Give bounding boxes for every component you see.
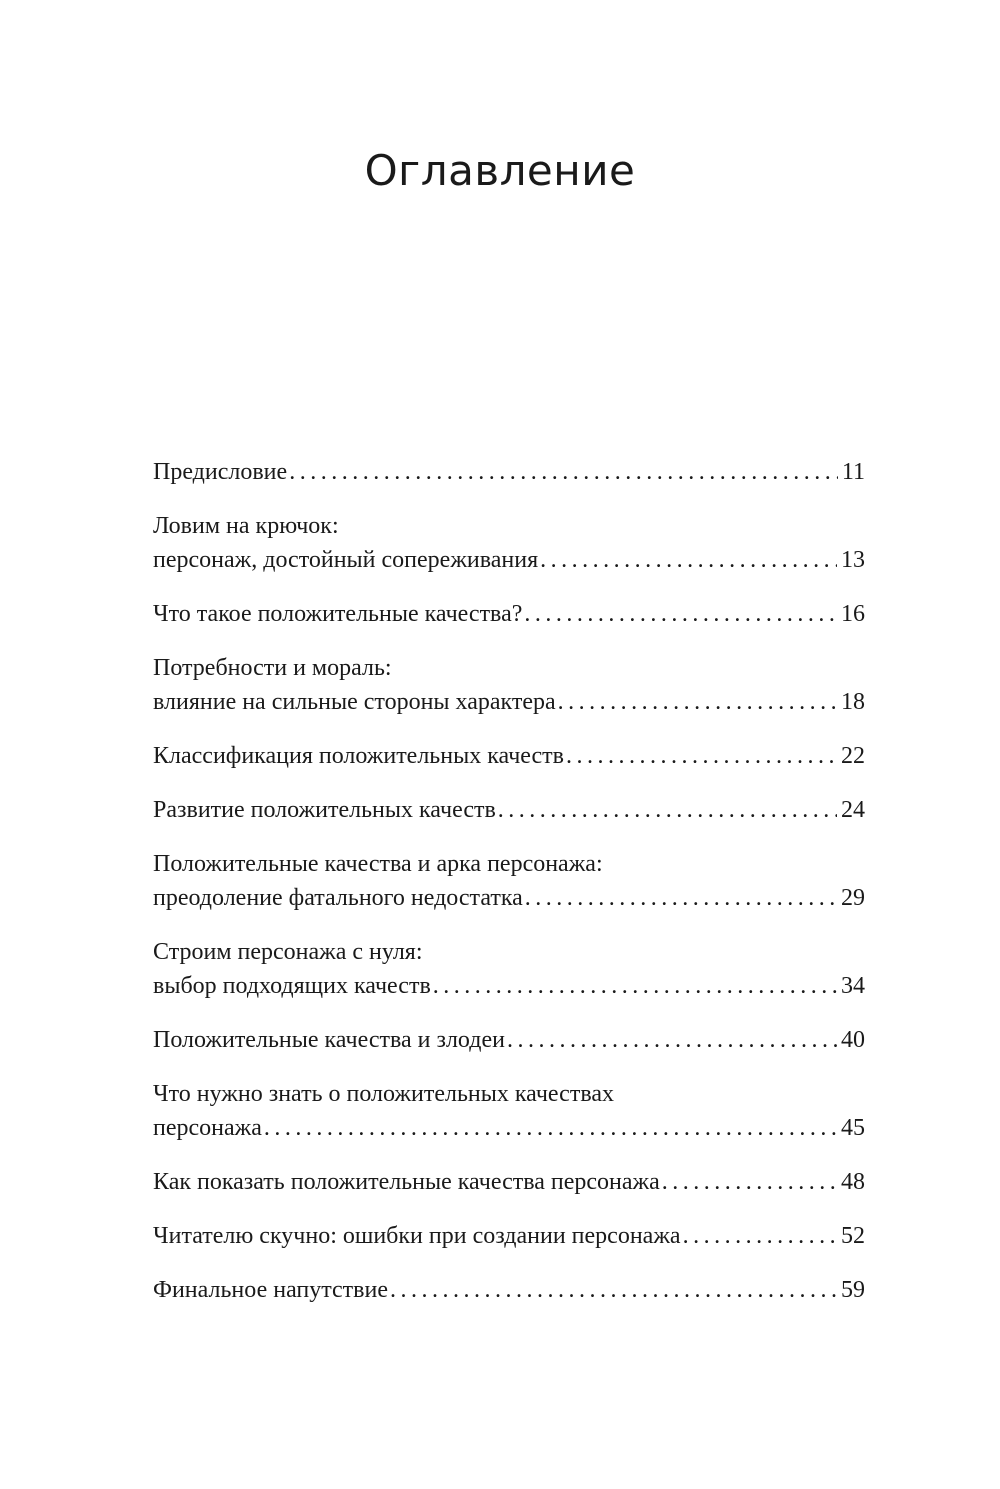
toc-entry-last-line [153,1219,865,1253]
dot-leader [507,1023,837,1057]
dot-leader [525,881,837,915]
toc-entry-title-line: Ловим на крючок: [153,513,339,539]
toc-entry[interactable] [153,793,865,827]
toc-entry-last-line [153,455,865,489]
toc-page-number: 52 [841,1223,865,1249]
table-of-contents [153,455,865,1327]
toc-entry-title: выбор подходящих качеств [153,973,431,999]
dot-leader [566,739,837,773]
toc-page-number: 13 [841,547,865,573]
toc-entry[interactable] [153,847,865,915]
toc-entry-last-line [153,969,865,1003]
toc-entry-title: персонаж, достойный сопереживания [153,547,539,573]
toc-entry-last-line [153,685,865,719]
toc-entry-last-line [153,739,865,773]
toc-entry-last-line [153,881,865,915]
toc-entry-last-line [153,1111,865,1145]
toc-page-number: 34 [841,973,865,999]
toc-entry-title: персонажа [153,1115,262,1141]
toc-page-number: 29 [841,885,865,911]
toc-entry[interactable] [153,1219,865,1253]
toc-entry-title: Развитие положительных качеств [153,797,496,823]
toc-entry[interactable] [153,935,865,1003]
toc-entry[interactable] [153,1077,865,1145]
toc-entry-title: Что такое положительные качества? [153,601,523,627]
toc-entry-title: преодоление фатального недостатка [153,885,523,911]
toc-entry[interactable] [153,651,865,719]
toc-page-number: 24 [841,797,865,823]
toc-entry-last-line [153,1165,865,1199]
toc-entry-title-line: Потребности и мораль: [153,655,392,681]
toc-entry-last-line [153,597,865,631]
toc-page-number: 45 [841,1115,865,1141]
toc-entry-title: Финальное напутствие [153,1277,388,1303]
dot-leader [540,543,837,577]
toc-entry-title: Классификация положительных качеств [153,743,564,769]
dot-leader [264,1111,837,1145]
toc-entry-title: влияние на сильные стороны характера [153,689,556,715]
toc-entry[interactable] [153,455,865,489]
toc-entry[interactable] [153,509,865,577]
dot-leader [433,969,837,1003]
toc-entry-last-line [153,1023,865,1057]
toc-page-number: 16 [841,601,865,627]
dot-leader [524,597,837,631]
toc-page-number: 22 [841,743,865,769]
toc-page-number: 11 [841,459,865,485]
toc-entry[interactable] [153,1273,865,1307]
dot-leader [683,1219,837,1253]
toc-entry[interactable] [153,1165,865,1199]
toc-entry-title-line: Что нужно знать о положительных качествах [153,1081,614,1107]
toc-page-number: 40 [841,1027,865,1053]
toc-page-number: 48 [841,1169,865,1195]
toc-entry-title-line: Строим персонажа с нуля: [153,939,423,965]
dot-leader [289,455,838,489]
toc-entry[interactable] [153,739,865,773]
toc-entry[interactable] [153,597,865,631]
toc-entry-last-line [153,1273,865,1307]
dot-leader [662,1165,837,1199]
toc-entry-last-line [153,793,865,827]
toc-page-number: 18 [841,689,865,715]
toc-entry-title-line: Положительные качества и арка персонажа: [153,851,603,877]
toc-entry-last-line [153,543,865,577]
dot-leader [558,685,837,719]
toc-entry-title: Предисловие [153,459,288,485]
toc-entry-title: Как показать положительные качества персонажа [153,1169,660,1195]
dot-leader [390,1273,837,1307]
toc-entry[interactable] [153,1023,865,1057]
dot-leader [498,793,837,827]
page-title: Оглавление [364,146,636,195]
toc-entry-title: Читателю скучно: ошибки при создании персонажа [153,1223,681,1249]
toc-page-number: 59 [841,1277,865,1303]
toc-entry-title: Положительные качества и злодеи [153,1027,505,1053]
